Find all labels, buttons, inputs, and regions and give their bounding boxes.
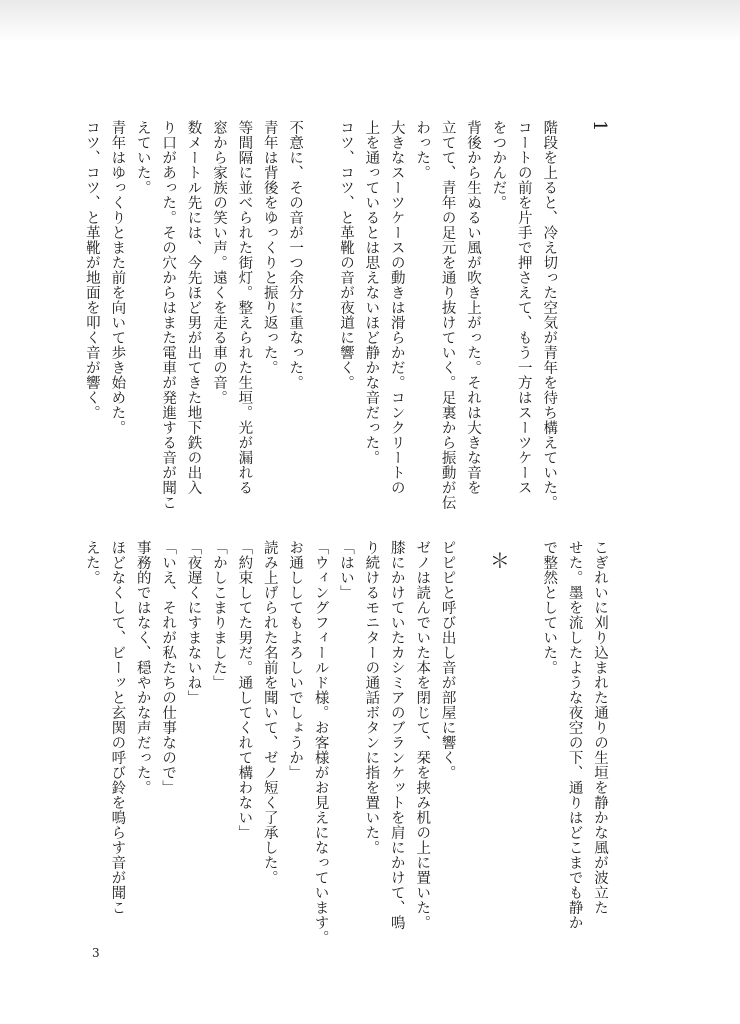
text-line: 背後から生ぬるい風が吹き上がった。それは大きな音を: [464, 120, 481, 495]
text-line: り続けるモニターの通話ボタンに指を置いた。: [363, 540, 380, 855]
text-line: り口があった。その穴からはまた電車が発進する音が聞こ: [160, 120, 177, 510]
text-line: で整然としていた。: [541, 540, 558, 675]
text-line: 「夜遅くにすまないね」: [185, 540, 202, 705]
spacer: [510, 540, 535, 920]
text-line: こぎれいに刈り込まれた通りの生垣を静かな風が波立た: [592, 540, 608, 915]
text-line: 等間隔に並べられた街灯。整えられた生垣。光が漏れる: [236, 120, 253, 495]
page-top-shadow: [0, 0, 740, 42]
text-line: お通ししてもよろしいでしょうか」: [287, 540, 304, 780]
text-line: 読み上げられた名前を聞いて、ゼノ短く了承した。: [261, 540, 278, 885]
text-line: 立てて、青年の足元を通り抜けていく。足裏から振動が伝: [439, 120, 456, 510]
text-line: 「はい」: [337, 540, 354, 600]
text-line: 階段を上ると、冷え切った空気が青年を待ち構えていた。: [541, 120, 558, 510]
chapter-number: 1: [589, 120, 610, 132]
spacer: [307, 120, 332, 500]
text-line: 事務的ではなく、穏やかな声だった。: [134, 540, 151, 795]
upper-text-column: [79, 120, 613, 510]
text-line: せた。墨を流したような夜空の下、通りはどこまでも静か: [566, 540, 583, 930]
text-line: 不意に、その音が一つ余分に重なった。: [287, 120, 304, 390]
text-line: コツ、コツ、と革靴の音が夜道に響く。: [337, 120, 354, 390]
text-line: わった。: [414, 120, 431, 180]
text-line: 「かしこまりました」: [210, 540, 227, 690]
text-line: 「約束してた男だ。通してくれて構わない」: [236, 540, 253, 840]
text-line: 青年はゆっくりとまた前を向いて歩き始めた。: [109, 120, 126, 435]
spacer: [561, 120, 586, 500]
text-line: えた。: [83, 540, 100, 585]
page-number: 3: [92, 946, 100, 960]
text-line: ピピピと呼び出し音が部屋に響く。: [439, 540, 456, 780]
text-line: えていた。: [134, 120, 151, 195]
text-line: 青年は背後をゆっくりと振り返った。: [261, 120, 278, 375]
lower-text-column: [79, 540, 613, 945]
text-line: 「ウィングフィールド様。お客様がお見えになっています。: [312, 540, 329, 945]
spacer: [460, 540, 485, 920]
text-line: 「いえ、それが私たちの仕事なので」: [160, 540, 177, 795]
text-line: 数メートル先には、今先ほど男が出てきた地下鉄の出入: [185, 120, 202, 495]
text-line: 窓から家族の笑い声。遠くを走る車の音。: [210, 120, 227, 405]
text-line: コートの前を片手で押さえて、もう一方はスーツケース: [515, 120, 532, 495]
text-line: 膝にかけていたカシミアのブランケットを肩にかけて、鳴: [388, 540, 405, 930]
text-line: ほどなくして、ビーッと玄関の呼び鈴を鳴らす音が聞こ: [109, 540, 126, 915]
text-line: ゼノは読んでいた本を閉じて、栞を挟み机の上に置いた。: [414, 540, 431, 930]
text-line: コツ、コツ、と革靴が地面を叩く音が響く。: [83, 120, 100, 420]
text-line: をつかんだ。: [490, 120, 507, 210]
section-break-mark: ＊: [486, 550, 511, 571]
text-line: 上を通っているとは思えないほど静かな音だった。: [363, 120, 380, 465]
text-line: 大きなスーツケースの動きは滑らかだ。コンクリートの: [388, 120, 405, 495]
